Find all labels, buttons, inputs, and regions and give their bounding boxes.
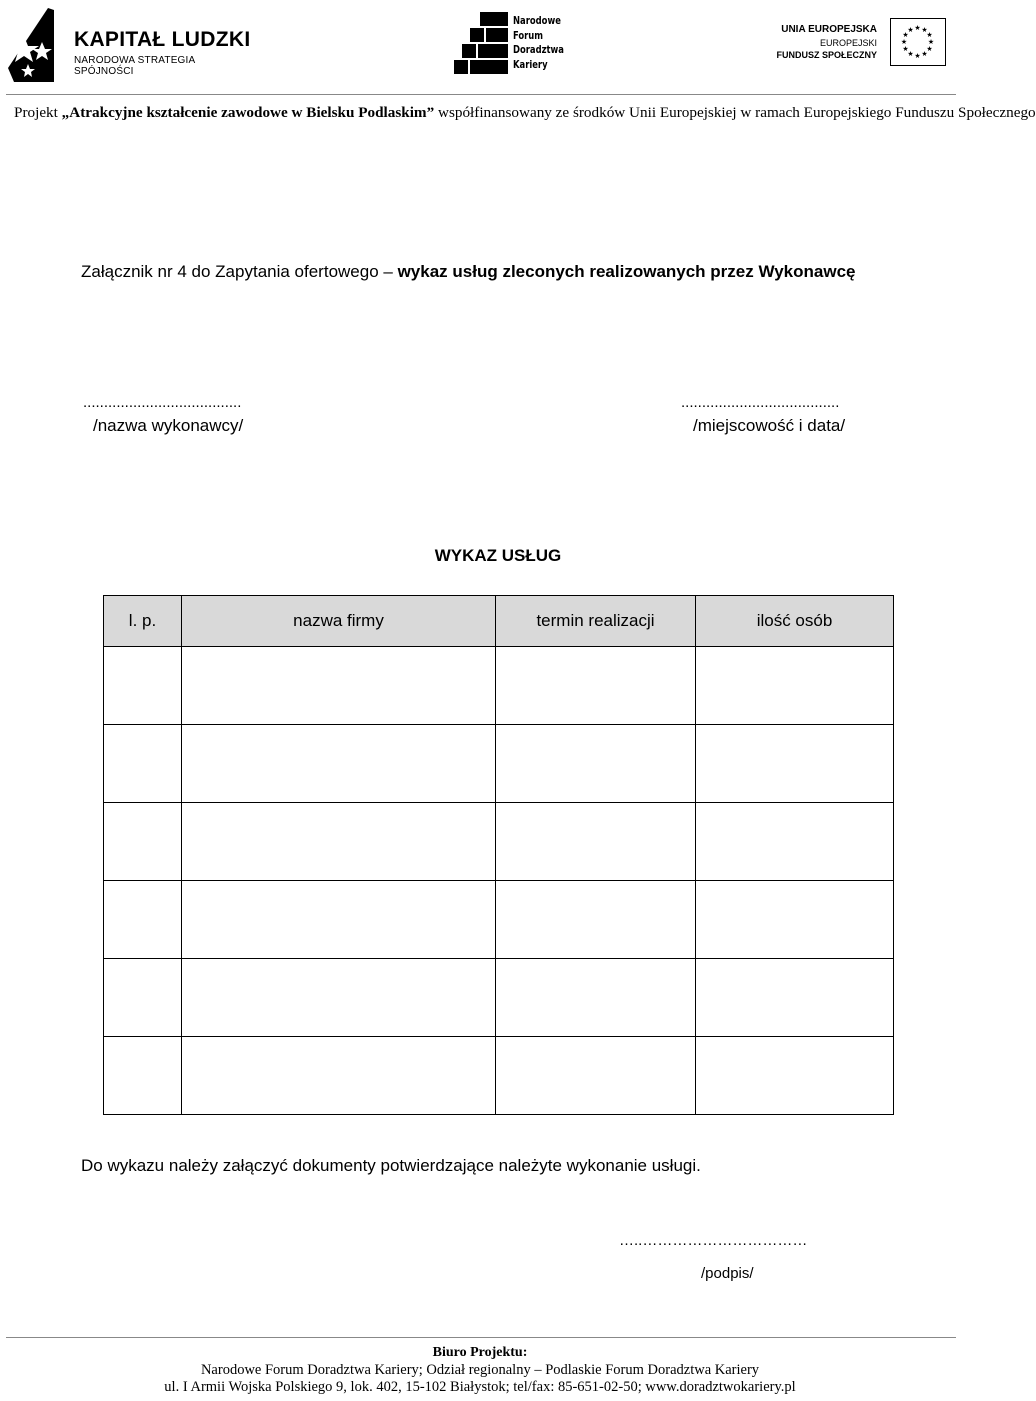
attachment-title <box>81 259 871 285</box>
table-cell <box>182 1037 496 1115</box>
nfdk-line-2: Forum <box>513 28 544 42</box>
table-cell <box>696 803 894 881</box>
table-row <box>104 959 894 1037</box>
svg-text:★: ★ <box>900 38 908 46</box>
svg-text:★: ★ <box>926 45 933 53</box>
table-cell <box>104 725 182 803</box>
stairs-icon <box>454 12 512 76</box>
project-info-line <box>14 104 1036 122</box>
column-header-company: nazwa firmy <box>182 596 496 647</box>
column-header-persons: ilość osób <box>696 596 894 647</box>
table-header-row <box>104 596 894 647</box>
eu-line-2: EUROPEJSKI <box>819 38 877 48</box>
attachment-prefix: Załącznik nr 4 do Zapytania ofertowego – <box>81 262 398 281</box>
table-cell <box>496 647 696 725</box>
table-cell <box>696 647 894 725</box>
table-cell <box>496 959 696 1037</box>
table-cell <box>496 881 696 959</box>
table-row <box>104 803 894 881</box>
table-cell <box>182 725 496 803</box>
project-prefix: Projekt <box>14 104 62 121</box>
svg-text:★: ★ <box>914 24 921 32</box>
table-cell <box>496 1037 696 1115</box>
footer-line-2: ul. I Armii Wojska Polskiego 9, lok. 402, 15-102 Białystok; tel/fax: 85-651-02-50; www.doradztwokariery.pl <box>164 1379 796 1395</box>
project-suffix: współfinansowany ze środków Unii Europejskiej w ramach Europejskiego Funduszu Społecznego <box>434 104 1036 121</box>
footer-line-1: Narodowe Forum Doradztwa Kariery; Odział regionalny – Podlaskie Forum Doradztwa Kariery <box>200 1362 760 1378</box>
table-cell <box>182 803 496 881</box>
table-row <box>104 1037 894 1115</box>
table-row <box>104 881 894 959</box>
table-cell <box>696 959 894 1037</box>
svg-text:★: ★ <box>914 52 921 60</box>
eu-line-1: UNIA EUROPEJSKA <box>781 24 877 35</box>
column-header-lp: l. p. <box>104 596 182 647</box>
svg-text:★: ★ <box>921 26 928 34</box>
nfdk-line-3: Doradztwa <box>513 43 564 56</box>
place-date-label: /miejscowość i data/ <box>693 416 846 435</box>
eu-flag-icon <box>890 18 946 66</box>
footer-office-title: Biuro Projektu: <box>432 1345 528 1360</box>
nfdk-line-4: Kariery <box>513 57 548 71</box>
table-cell <box>104 803 182 881</box>
table-cell <box>696 1037 894 1115</box>
table-cell <box>104 1037 182 1115</box>
svg-text:★: ★ <box>927 38 935 46</box>
footer <box>0 1344 960 1396</box>
kapital-ludzki-emblem-icon <box>6 6 68 82</box>
signature-field: …..…………………………… <box>619 1232 808 1249</box>
table-cell <box>696 725 894 803</box>
kapital-ludzki-title: KAPITAŁ LUDZKI <box>74 28 251 51</box>
contractor-name-field: ...................................... <box>83 394 242 411</box>
table-row <box>104 725 894 803</box>
header-rule <box>6 94 956 95</box>
signature-label: /podpis/ <box>701 1265 754 1282</box>
list-title: WYKAZ USŁUG <box>434 546 562 565</box>
attachment-bold: wykaz usług zleconych realizowanych przez Wykonawcę <box>397 262 856 281</box>
project-name: „Atrakcyjne kształcenie zawodowe w Bielsku Podlaskim” <box>61 104 435 121</box>
place-date-field: ...................................... <box>681 394 840 411</box>
table-cell <box>104 647 182 725</box>
table-cell <box>182 647 496 725</box>
table-cell <box>104 959 182 1037</box>
table-cell <box>182 959 496 1037</box>
nfdk-logo <box>454 10 574 80</box>
svg-text:★: ★ <box>907 26 914 34</box>
svg-text:★: ★ <box>902 31 909 39</box>
table-cell <box>104 881 182 959</box>
svg-text:★: ★ <box>907 50 914 58</box>
nfdk-line-1: Narodowe <box>513 14 561 27</box>
table-cell <box>496 725 696 803</box>
eu-logo <box>776 18 946 70</box>
svg-text:★: ★ <box>902 45 909 53</box>
footer-rule <box>6 1337 956 1338</box>
eu-line-3: FUNDUSZ SPOŁECZNY <box>776 50 877 60</box>
column-header-term: termin realizacji <box>496 596 696 647</box>
kapital-ludzki-subtitle: NARODOWA STRATEGIA SPÓJNOŚCI <box>74 55 195 77</box>
kapital-ludzki-logo <box>6 6 256 82</box>
table-cell <box>496 803 696 881</box>
attachment-note: Do wykazu należy załączyć dokumenty potwierdzające należyte wykonanie usługi. <box>81 1156 701 1175</box>
svg-text:★: ★ <box>921 50 928 58</box>
table-cell <box>182 881 496 959</box>
contractor-name-label: /nazwa wykonawcy/ <box>93 416 244 435</box>
svg-text:★: ★ <box>926 31 933 39</box>
table-row <box>104 647 894 725</box>
services-table <box>103 595 894 1115</box>
table-cell <box>696 881 894 959</box>
